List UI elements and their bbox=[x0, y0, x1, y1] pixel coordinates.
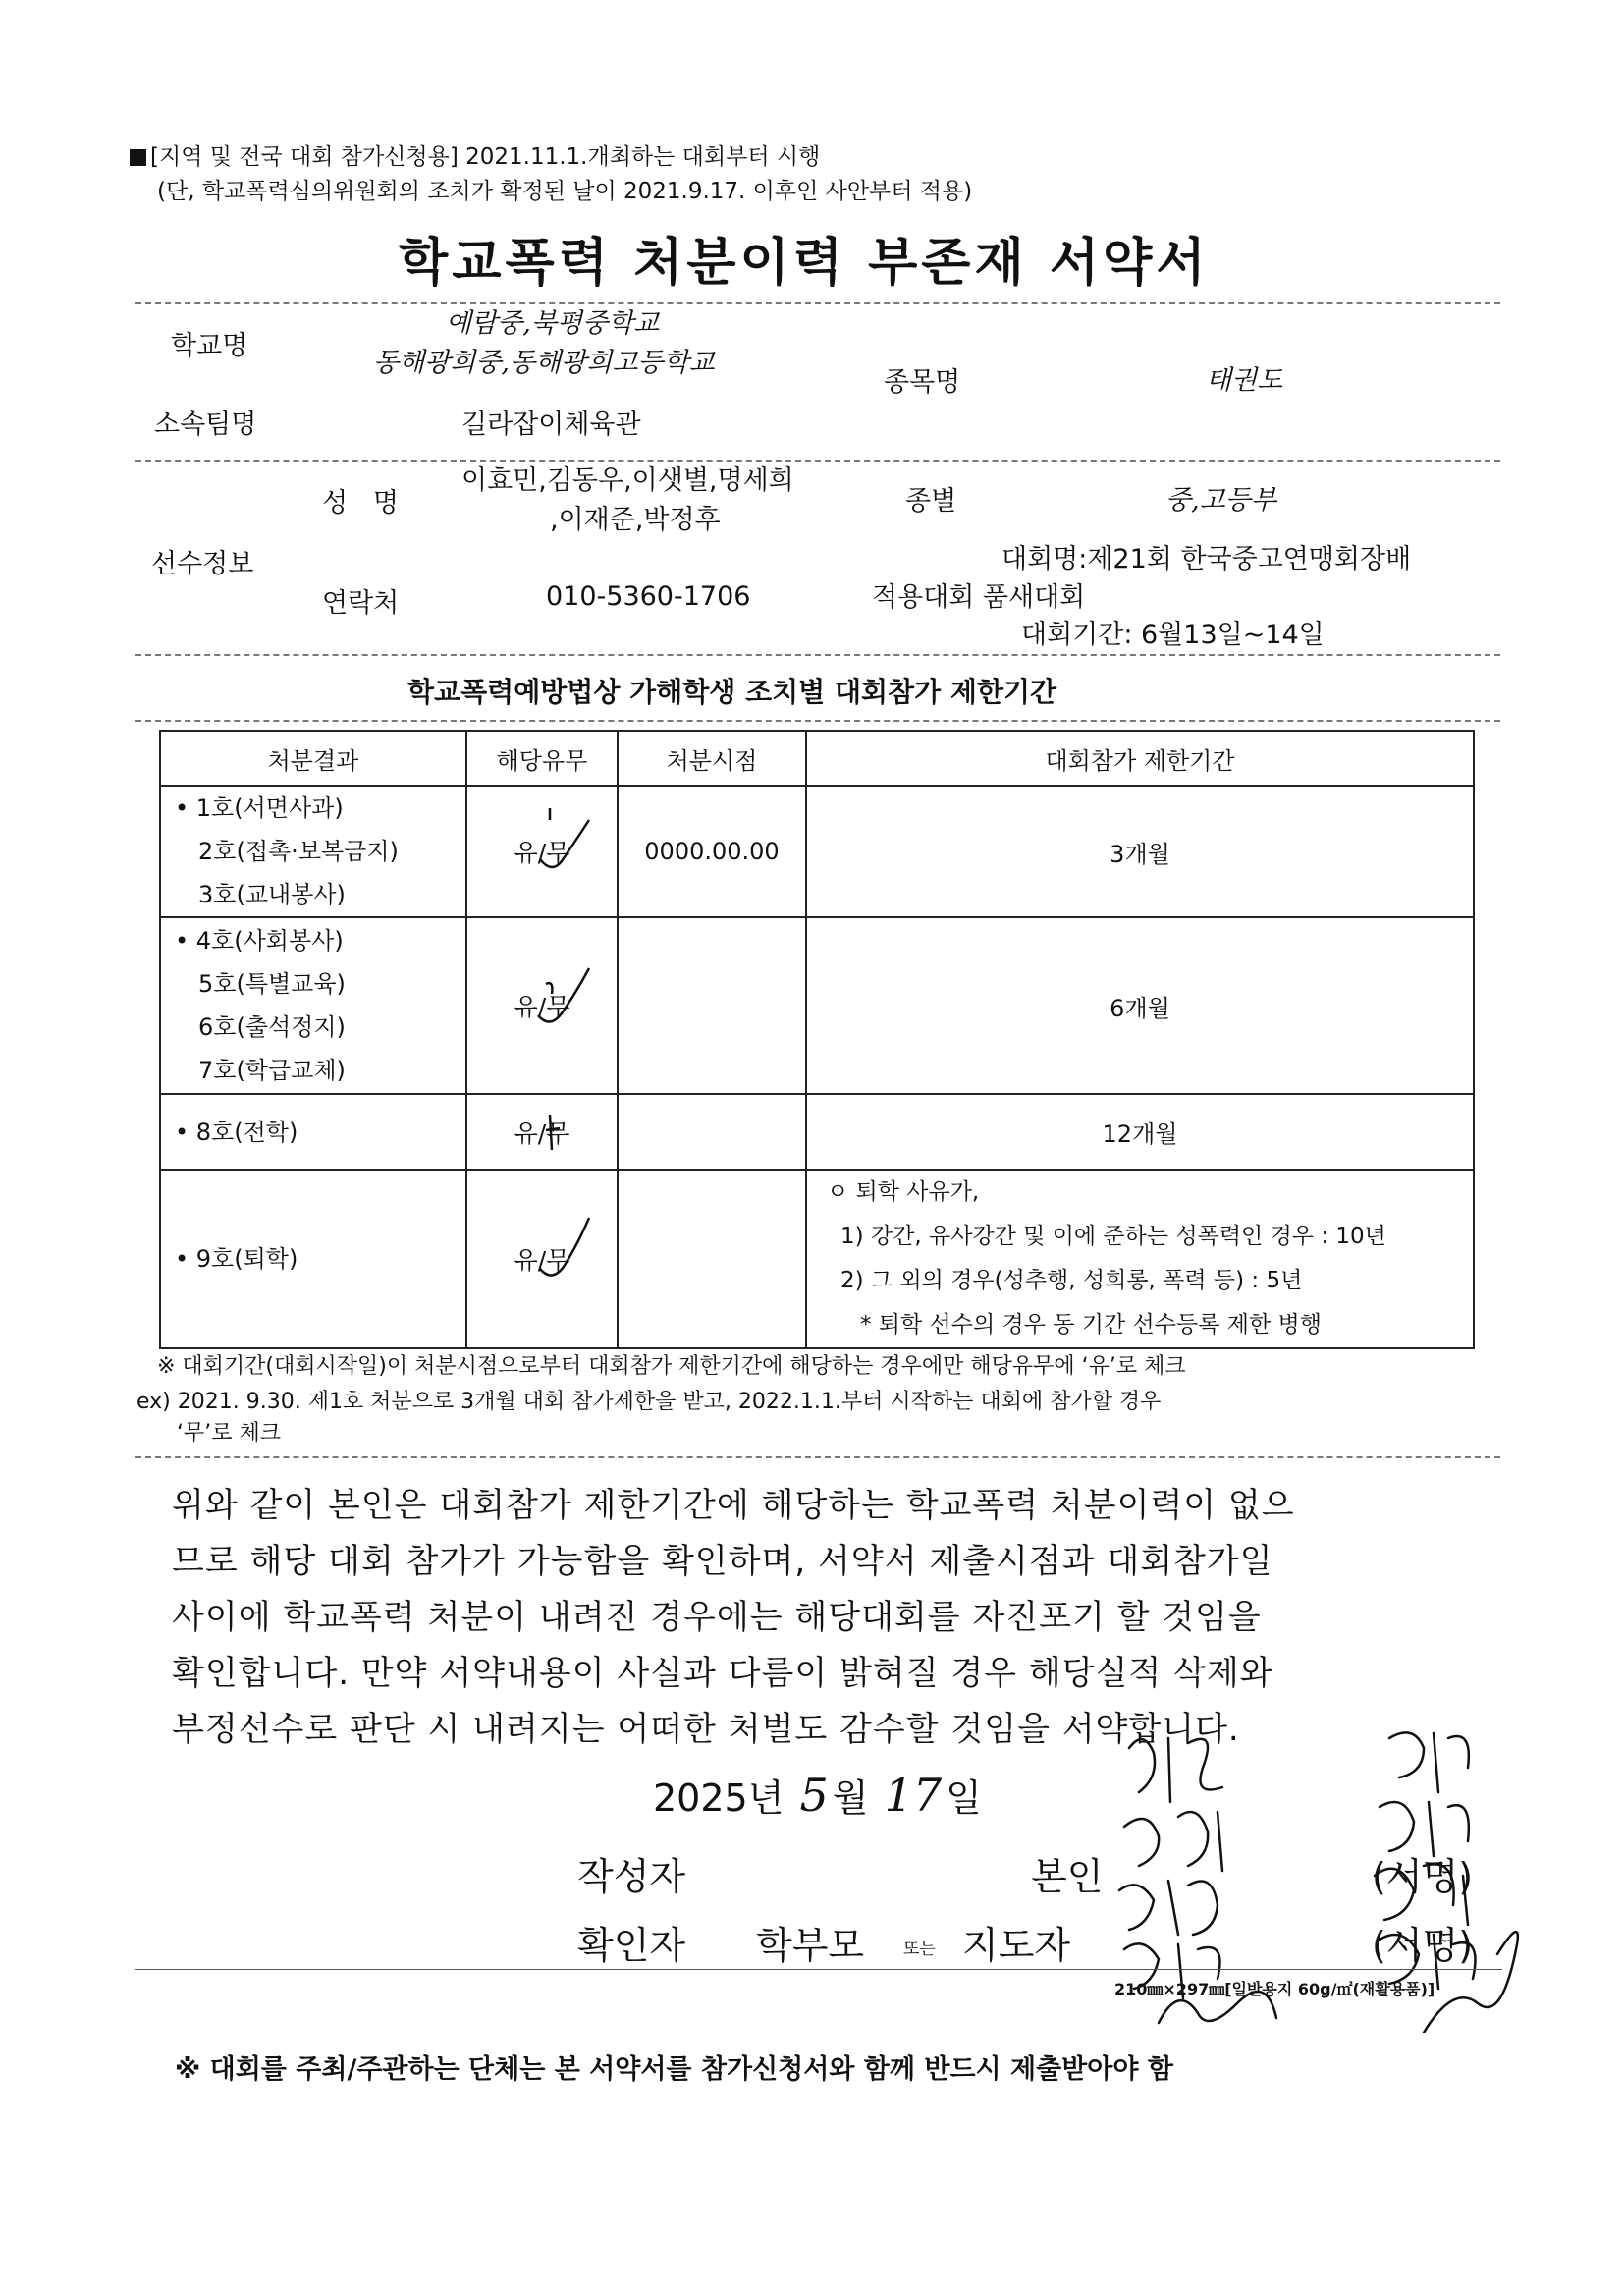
or-label: 또는 bbox=[903, 1940, 936, 1959]
pledge-line: 므로 해당 대회 참가가 가능함을 확인하며, 서약서 제출시점과 대회참가일 bbox=[172, 1542, 1273, 1581]
coach-label: 지도자 bbox=[962, 1924, 1071, 1967]
check-mark-icon bbox=[532, 1081, 591, 1160]
period-cell: 3개월 bbox=[806, 786, 1474, 917]
check-mark-icon bbox=[532, 1208, 591, 1286]
school-value-1: 예람중,북평중학교 bbox=[446, 308, 660, 339]
school-label: 학교명 bbox=[171, 331, 248, 361]
check-mark-icon bbox=[532, 800, 591, 879]
divider bbox=[135, 1969, 1502, 1970]
writer-sign-label: (서명) bbox=[1372, 1855, 1474, 1898]
divider bbox=[135, 302, 1500, 304]
table-row bbox=[160, 1094, 1474, 1170]
yes-no-label: 유/무 bbox=[514, 1119, 570, 1148]
table-row bbox=[160, 786, 1474, 917]
pledge-line: 사이에 학교폭력 처분이 내려진 경우에는 해당대회를 자진포기 할 것임을 bbox=[172, 1598, 1262, 1637]
period-cell: 6개월 bbox=[806, 917, 1474, 1094]
header-period: 대회참가 제한기간 bbox=[806, 731, 1474, 786]
event-label: 종목명 bbox=[884, 367, 961, 398]
confirmer-label: 확인자 bbox=[577, 1924, 686, 1967]
reason-line: ㅇ 퇴학 사유가, bbox=[827, 1179, 980, 1205]
square-bullet-icon bbox=[130, 149, 146, 166]
tier-item: 2호(접촉·보복금지) bbox=[198, 838, 399, 865]
reason-line: * 퇴학 선수의 경우 동 기간 선수등록 제한 병행 bbox=[860, 1312, 1322, 1338]
paper-spec: 210㎜×297㎜[일반용지 60g/㎡(재활용품)] bbox=[1114, 1980, 1435, 1998]
division-value: 중,고등부 bbox=[1165, 485, 1276, 516]
table-row bbox=[160, 1170, 1474, 1348]
reason-line: 1) 강간, 유사강간 및 이에 준하는 성폭력인 경우 : 10년 bbox=[840, 1224, 1386, 1249]
document-title: 학교폭력 처분이력 부존재 서약서 bbox=[399, 234, 1210, 293]
reason-line: 2) 그 외의 경우(성추행, 성희롱, 폭력 등) : 5년 bbox=[840, 1268, 1303, 1293]
header-applicable: 해당유무 bbox=[466, 731, 618, 786]
table-row bbox=[160, 917, 1474, 1094]
school-value-2: 동해광희중,동해광희고등학교 bbox=[373, 348, 715, 378]
writer-label: 작성자 bbox=[577, 1855, 686, 1898]
date-month: 월 bbox=[832, 1777, 869, 1820]
event-value: 태권도 bbox=[1206, 365, 1283, 396]
date-year: 2025년 bbox=[653, 1777, 785, 1820]
contact-value: 010-5360-1706 bbox=[546, 581, 751, 612]
yes-no-label: 유/무 bbox=[514, 993, 570, 1021]
division-label: 종별 bbox=[905, 486, 957, 517]
tier-item: • 8호(전학) bbox=[175, 1118, 298, 1146]
writer-self-label: 본인 bbox=[1031, 1855, 1104, 1898]
confirmer-sign-label: (서명) bbox=[1372, 1924, 1474, 1967]
footnote-line-1: ※ 대회기간(대회시작일)이 처분시점으로부터 대회참가 제한기간에 해당하는 경우에만 해당유무에 ‘유’로 체크 bbox=[157, 1354, 1186, 1379]
divider bbox=[135, 1456, 1500, 1458]
expulsion-reasons bbox=[806, 1170, 1474, 1348]
tier-item: 6호(출석정지) bbox=[198, 1013, 346, 1041]
tier-item: 7호(학급교체) bbox=[198, 1057, 346, 1084]
contact-label: 연락처 bbox=[322, 588, 400, 619]
tier-item: • 1호(서면사과) bbox=[175, 794, 344, 822]
yes-no-label: 유/무 bbox=[514, 839, 570, 867]
applied-competition: 적용대회 품새대회 bbox=[872, 582, 1086, 613]
parent-label: 학부모 bbox=[756, 1924, 865, 1967]
team-label: 소속팀명 bbox=[154, 410, 257, 440]
footnote-line-3: ‘무’로 체크 bbox=[177, 1421, 281, 1446]
header-result: 처분결과 bbox=[160, 731, 466, 786]
pledge-line: 확인합니다. 만약 서약내용이 사실과 다름이 밝혀질 경우 해당실적 삭제와 bbox=[172, 1654, 1273, 1693]
applicable-cell[interactable] bbox=[466, 1170, 618, 1348]
date-month-number: 5 bbox=[799, 1769, 829, 1822]
competition-name: 대회명:제21회 한국중고연맹회장배 bbox=[1001, 544, 1412, 574]
table-header-row bbox=[160, 731, 1474, 786]
pledge-line: 위와 같이 본인은 대회참가 제한기간에 해당하는 학교폭력 처분이력이 없으 bbox=[172, 1486, 1295, 1525]
tier-list bbox=[160, 786, 466, 917]
team-value: 길라잡이체육관 bbox=[461, 410, 641, 440]
date-cell bbox=[618, 1094, 806, 1170]
notice-line-2: (단, 학교폭력심의위원회의 조치가 확정된 날이 2021.9.17. 이후인 사안부터 적용) bbox=[157, 179, 973, 204]
name-value-2: ,이재준,박정후 bbox=[550, 505, 721, 535]
tier-list bbox=[160, 1094, 466, 1170]
date-day-number: 17 bbox=[884, 1769, 943, 1822]
name-label: 성 명 bbox=[322, 488, 399, 519]
header-date: 처분시점 bbox=[618, 731, 806, 786]
date-cell: 0000.00.00 bbox=[618, 786, 806, 917]
applicable-cell[interactable] bbox=[466, 1094, 618, 1170]
notice-line-1: [지역 및 전국 대회 참가신청용] 2021.11.1.개최하는 대회부터 시행 bbox=[130, 142, 820, 172]
tier-list bbox=[160, 917, 466, 1094]
tier-item: • 9호(퇴학) bbox=[175, 1245, 298, 1273]
divider bbox=[135, 460, 1500, 462]
applicable-cell[interactable] bbox=[466, 786, 618, 917]
tier-item: • 4호(사회봉사) bbox=[175, 927, 344, 955]
restriction-table bbox=[159, 730, 1475, 1349]
date-line bbox=[653, 1768, 982, 1822]
bottom-note: ※ 대회를 주최/주관하는 단체는 본 서약서를 참가신청서와 함께 반드시 제출받아야 함 bbox=[175, 2054, 1173, 2085]
divider bbox=[135, 654, 1500, 656]
divider bbox=[135, 720, 1500, 722]
yes-no-label: 유/무 bbox=[514, 1246, 570, 1275]
competition-period: 대회기간: 6월13일~14일 bbox=[1021, 620, 1325, 650]
footnote-line-2: ex) 2021. 9.30. 제1호 처분으로 3개월 대회 참가제한을 받고, 2022.1.1.부터 시작하는 대회에 참가할 경우 bbox=[136, 1390, 1162, 1414]
date-cell bbox=[618, 917, 806, 1094]
date-day: 일 bbox=[946, 1777, 982, 1820]
tier-list bbox=[160, 1170, 466, 1348]
date-cell bbox=[618, 1170, 806, 1348]
pledge-line: 부정선수로 판단 시 내려지는 어떠한 처벌도 감수할 것임을 서약합니다. bbox=[172, 1710, 1240, 1749]
player-info-label: 선수정보 bbox=[151, 549, 254, 579]
tier-item: 5호(특별교육) bbox=[198, 970, 346, 998]
check-mark-icon bbox=[532, 955, 591, 1033]
tier-item: 3호(교내봉사) bbox=[198, 881, 346, 908]
period-cell: 12개월 bbox=[806, 1094, 1474, 1170]
applicable-cell[interactable] bbox=[466, 917, 618, 1094]
name-value-1: 이효민,김동우,이샛별,명세희 bbox=[461, 465, 794, 496]
restriction-title: 학교폭력예방법상 가해학생 조치별 대회참가 제한기간 bbox=[407, 676, 1057, 708]
